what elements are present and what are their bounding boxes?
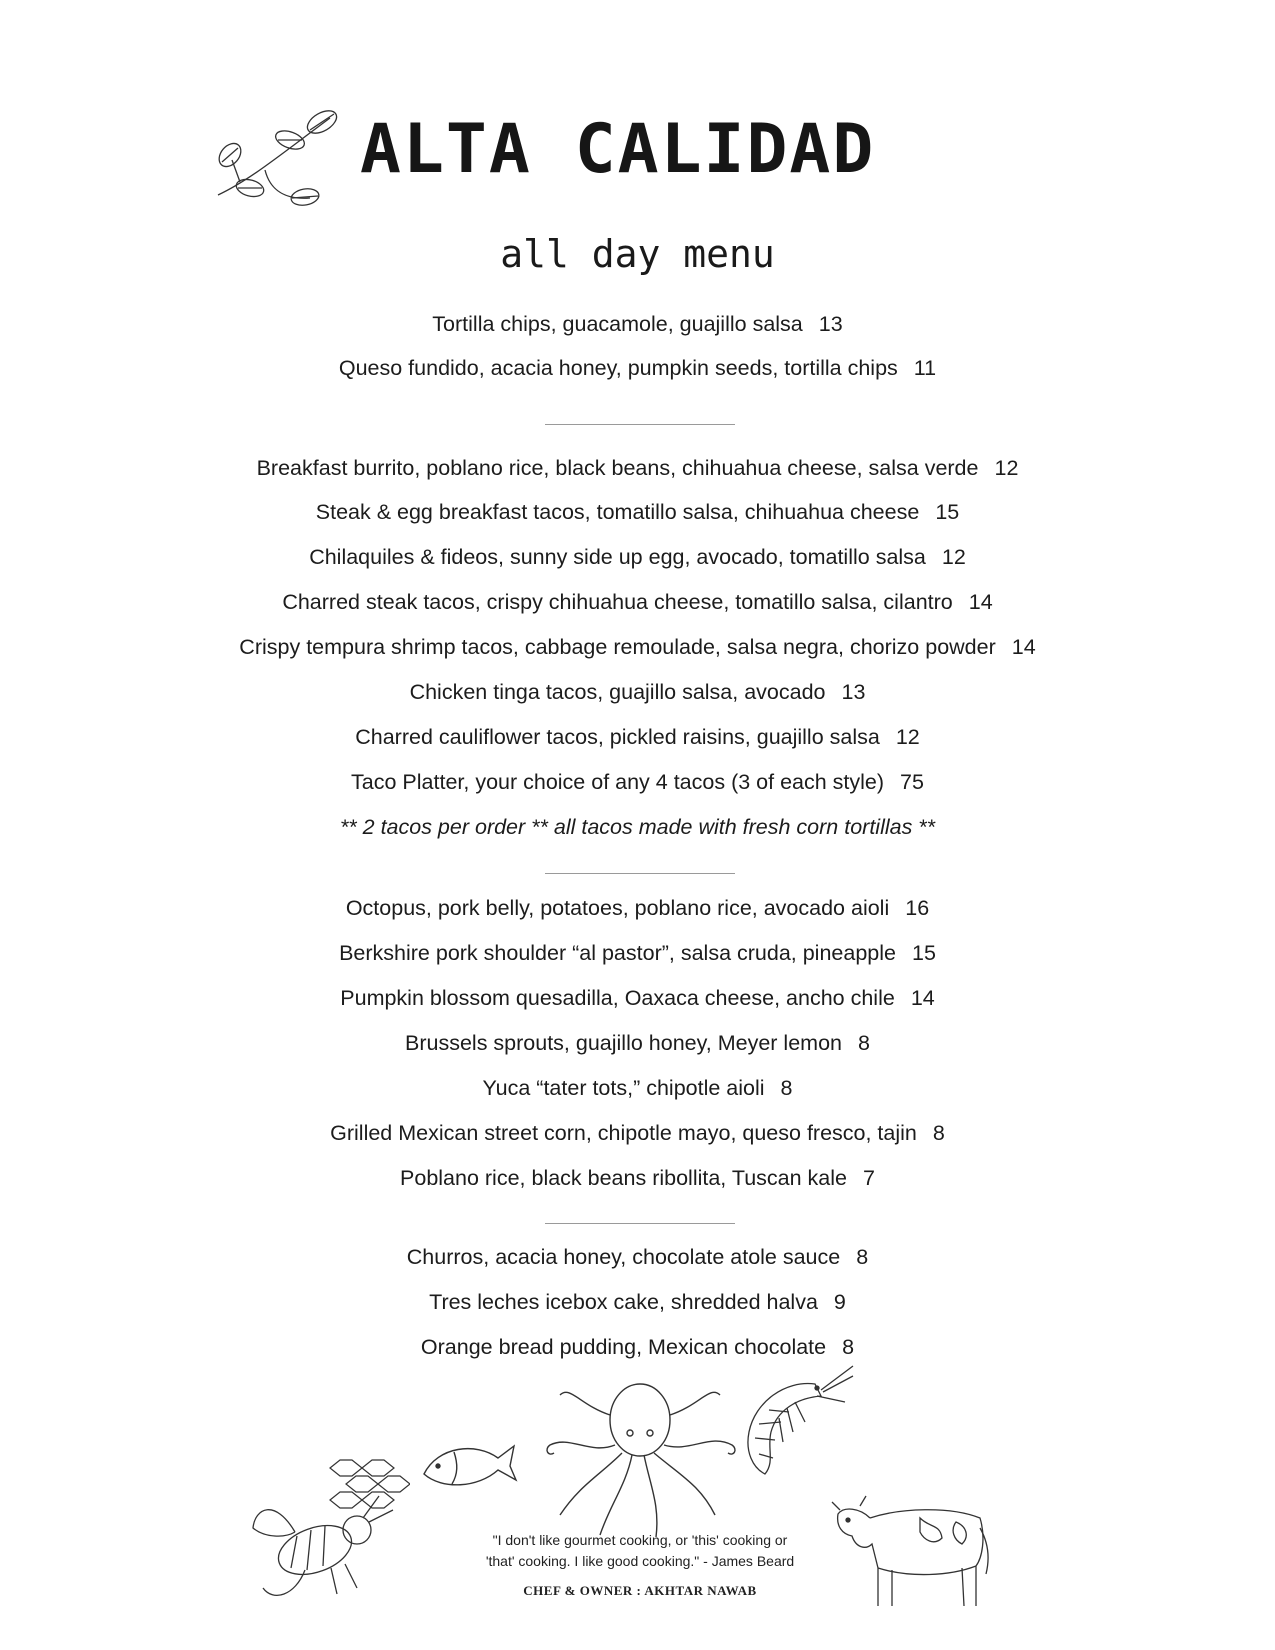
menu-item [0,1121,1275,1146]
quote-line: "I don't like gourmet cooking, or 'this' cooking or [492,1532,788,1548]
restaurant-name: ALTA CALIDAD [360,110,876,189]
menu-item [0,1031,1275,1056]
menu-title: all day menu [500,232,775,276]
menu-item-price: 13 [818,312,843,336]
quote [440,1530,840,1572]
menu-item-price: 12 [895,725,920,749]
menu-item [0,545,1275,570]
menu-item [0,456,1275,481]
section-divider [545,1223,735,1224]
menu-item-text: Churros, acacia honey, chocolate atole sauce [406,1245,841,1269]
menu-item [0,356,1275,381]
menu-item [0,312,1275,337]
menu-item-text: Chilaquiles & fideos, sunny side up egg, avocado, tomatillo salsa [309,545,926,569]
fish-icon [418,1432,518,1494]
menu-item-text: Crispy tempura shrimp tacos, cabbage remoulade, salsa negra, chorizo powder [239,635,996,659]
menu-item-text: Tres leches icebox cake, shredded halva [429,1290,818,1314]
menu-item-price: 15 [911,941,936,965]
menu-item-price: 16 [905,896,930,920]
menu-item-text: Octopus, pork belly, potatoes, poblano rice, avocado aioli [345,896,890,920]
menu-item [0,635,1275,660]
menu-item [0,941,1275,966]
menu-item-text: Taco Platter, your choice of any 4 tacos (3 of each style) [351,770,885,794]
menu-item-price: 9 [833,1290,846,1314]
menu-item-price: 15 [935,500,960,524]
leaf-branch-icon [210,100,350,210]
menu-item [0,896,1275,921]
menu-item-text: Charred cauliflower tacos, pickled raisins, guajillo salsa [355,725,880,749]
menu-item [0,680,1275,705]
menu-item-price: 8 [780,1076,793,1100]
menu-item [0,1076,1275,1101]
section-divider [545,873,735,874]
menu-item-price: 14 [968,590,993,614]
menu-item-text: Charred steak tacos, crispy chihuahua cheese, tomatillo salsa, cilantro [282,590,953,614]
taco-note: ** 2 tacos per order ** all tacos made with fresh corn tortillas ** [339,815,936,839]
menu-item [0,590,1275,615]
menu-item [0,1245,1275,1270]
cow-icon [830,1488,990,1616]
menu-item-text: Breakfast burrito, poblano rice, black beans, chihuahua cheese, salsa verde [256,456,979,480]
menu-item-price: 8 [856,1245,869,1269]
menu-item-price: 8 [842,1335,855,1359]
menu-item [0,986,1275,1011]
octopus-icon [540,1375,740,1545]
menu-item-text: Berkshire pork shoulder “al pastor”, salsa cruda, pineapple [339,941,896,965]
menu-item-text: Brussels sprouts, guajillo honey, Meyer lemon [405,1031,842,1055]
menu-item-text: Grilled Mexican street corn, chipotle mayo, queso fresco, tajin [330,1121,917,1145]
brand-header [210,100,930,210]
menu-item [0,500,1275,525]
chef-credit: CHEF & OWNER : AKHTAR NAWAB [523,1583,757,1598]
menu-item [0,1335,1275,1360]
section-divider [545,424,735,425]
menu-item-price: 7 [863,1166,875,1190]
menu-item-price: 14 [1011,635,1036,659]
menu-item-price: 13 [841,680,866,704]
menu-item-text: Tortilla chips, guacamole, guajillo salsa [432,312,803,336]
menu-item-text: Chicken tinga tacos, guajillo salsa, avocado [409,680,826,704]
menu-item-text: Steak & egg breakfast tacos, tomatillo salsa, chihuahua cheese [315,500,920,524]
menu-item-price: 12 [994,456,1019,480]
honeycomb-icon [320,1448,410,1528]
menu-item [0,1290,1275,1315]
menu-item [0,770,1275,795]
menu-item-price: 12 [941,545,966,569]
menu-item-text: Orange bread pudding, Mexican chocolate [420,1335,827,1359]
menu-item-text: Queso fundido, acacia honey, pumpkin seeds, tortilla chips [338,356,898,380]
menu-item-text: Yuca “tater tots,” chipotle aioli [482,1076,765,1100]
menu-item-price: 11 [913,356,937,380]
quote-line: 'that' cooking. I like good cooking." - James Beard [485,1553,795,1569]
menu-item [0,1166,1275,1191]
menu-item-text: Pumpkin blossom quesadilla, Oaxaca cheese, ancho chile [340,986,895,1010]
menu-item [0,725,1275,750]
menu-item-price: 8 [858,1031,870,1055]
menu-item-price: 8 [932,1121,945,1145]
menu-item-price: 14 [910,986,935,1010]
menu-item-price: 75 [900,770,924,794]
shrimp-icon [725,1362,855,1482]
menu-item-text: Poblano rice, black beans ribollita, Tuscan kale [400,1166,847,1190]
